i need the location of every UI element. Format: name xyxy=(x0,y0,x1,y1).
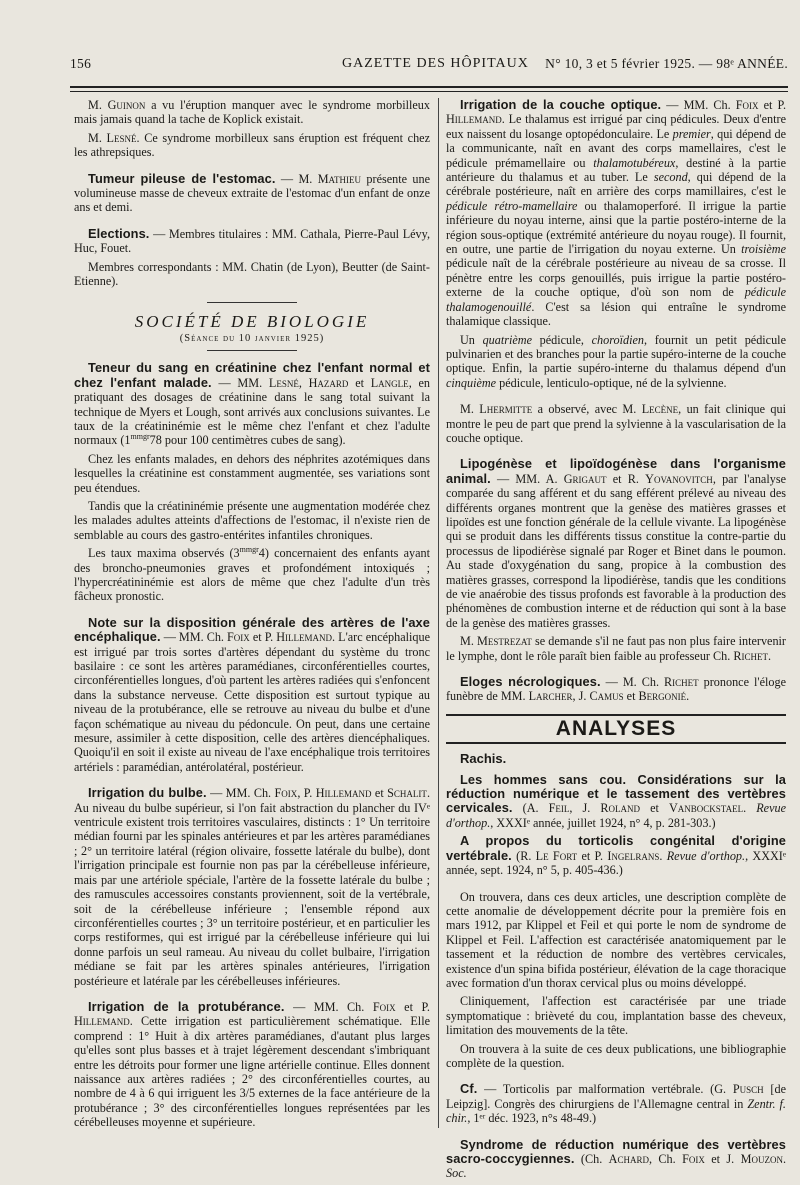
text-run: Lecène xyxy=(641,402,679,417)
text-run: . xyxy=(767,648,772,663)
text-run: Foix xyxy=(274,786,298,801)
paragraph-hommes xyxy=(446,773,786,831)
text-run: — MM. Ch. xyxy=(284,999,373,1014)
text-run: prononce l'éloge funèbre de MM. xyxy=(446,675,786,704)
paragraph-torticolis xyxy=(446,834,786,877)
heading-bulbe: Irrigation du bulbe. xyxy=(88,785,207,801)
text-run: — Membres titulaires : MM. Cathala, Pierre-Paul Lévy, Huc, Fouet. xyxy=(74,226,430,256)
section-rule-below xyxy=(207,350,297,351)
text-run: M. xyxy=(460,402,480,417)
paragraph-optique-2 xyxy=(446,333,786,391)
text-run: Le Fort xyxy=(535,848,578,863)
column-separator xyxy=(438,98,439,1128)
text-run: choroïdien xyxy=(591,332,644,347)
text-run: Foix xyxy=(372,999,396,1014)
heading-lipogenese: Lipogénèse et lipoïdogénèse dans l'organisme animal. xyxy=(446,456,786,486)
text-run: et xyxy=(371,786,388,801)
text-run: , qui dépend de la cérébrale postérieure, naît en arrière des corps mamillaires, c'est le xyxy=(446,170,786,199)
text-run: — MM. A. xyxy=(490,471,564,486)
text-run: quatrième xyxy=(482,332,532,347)
text-run: , J. xyxy=(569,801,601,816)
text-run: second xyxy=(653,170,688,185)
text-run: Richet xyxy=(664,675,699,690)
text-run: — M. xyxy=(275,171,318,186)
text-run: Mouzon xyxy=(740,1152,783,1166)
text-run: , destiné à la partie antérieure du thalamus et au tuber. Le xyxy=(446,155,786,185)
text-run: et R. xyxy=(606,471,646,486)
text-run: — MM. xyxy=(211,375,269,390)
text-run: et xyxy=(640,801,669,816)
text-run: et xyxy=(348,375,371,390)
text-run: — MM. Ch. xyxy=(206,786,275,801)
text-run: Hillemand xyxy=(74,1014,130,1029)
text-run: — MM. Ch. xyxy=(160,630,228,645)
text-run: Yovanovitch xyxy=(645,471,713,486)
text-run: ou thalamoperforé. Il irrigue la partie inférieure du noyau interne, ainsi que la partie postéro-interne de la région sous-optique (extrémité antérieure du noyau rouge). Il fournit, en outre, une partie de l'irrigation du noyau externe. Un xyxy=(446,198,786,257)
text-run: Hillemand xyxy=(315,786,372,801)
paragraph-cf xyxy=(446,1082,786,1125)
text-run: 78 pour 100 centimètres cubes de sang). xyxy=(149,433,346,448)
text-run: mmgr xyxy=(239,545,259,555)
text-run: M. xyxy=(88,98,108,112)
header-rule-thin xyxy=(70,91,788,92)
text-run: Vanbockstael xyxy=(669,801,744,816)
paragraph-note xyxy=(74,616,430,774)
text-run: 4) concernaient des enfants ayant des broncho-pneumonies graves et profondément intoxiqués ; l'hypercréatininémie est alors de même que chez l'adulte d'un très fâcheux pronostic. xyxy=(74,546,430,604)
text-run: cinquième xyxy=(446,375,497,390)
text-run: Revue d'orthop. xyxy=(446,801,786,830)
text-run: Les taux maxima observés (3 xyxy=(88,546,240,561)
text-run: pédicule, lenticulo-optique, né de la sylvienne. xyxy=(496,375,727,390)
section-title-societe: SOCIÉTÉ DE BIOLOGIE xyxy=(134,312,370,332)
journal-title: GAZETTE DES HÔPITAUX xyxy=(342,56,529,71)
text-run: M. xyxy=(460,634,478,649)
text-run: Richet xyxy=(733,648,768,663)
heading-note: Note sur la disposition générale des artères de l'axe encéphalique. xyxy=(74,614,430,645)
heading-optique: Irrigation de la couche optique. xyxy=(460,97,662,112)
paragraph-teneur-4 xyxy=(74,546,430,604)
text-run: . C'est sa lésion qui entraîne le syndrome thalamique classique. xyxy=(446,299,786,329)
text-run: Schalit xyxy=(387,786,427,801)
paragraph-bibliographie: On trouvera à la suite de ces deux publications, une bibliographie complète de la question. xyxy=(446,1041,786,1070)
text-run: premier xyxy=(672,126,711,141)
text-run: , J. xyxy=(572,689,590,704)
left-column xyxy=(74,98,430,1134)
text-run: et P. xyxy=(395,999,430,1014)
paragraph-teneur xyxy=(74,361,430,447)
text-run: — M. Ch. xyxy=(600,675,665,690)
paragraph-bulbe xyxy=(74,786,430,988)
paragraph-teneur-3: Tandis que la créatininémie présente une augmentation modérée chez les malades adultes atteints d'affections de l'estomac, il n'existe rien de semblable au cours des gastro-entérites infantiles chroniques. xyxy=(74,498,430,542)
text-run: , 1ᵉʳ déc. 1923, n°s 48-49.) xyxy=(467,1111,597,1126)
text-run: se demande s'il ne faut pas non plus faire intervenir le lymphe, dont le rôle paraît bien faible au professeur Ch. xyxy=(446,634,786,663)
text-run: , par l'analyse comparée du sang afférent et du sang efférent prélevé au niveau des différents organes montrent que la genèse des matières grasses et lipoïdes est une fonction générale de la cellule vivante. La lipogénèse qui se produit dans les différents tissus constitue la contre-partie du processus de lipodiérèse signalé par Roger et Binet dans le poumon. Au stade d'oxygénation du sang, propice à la combustion des matières grasses, correspond la lipodiérèse, tandis que les conditions de vie anaérobie des tissus profonds est favorable à la production des phénomènes de combustion interne et de réduction qui sont à la base de la genèse des matières grasses. xyxy=(446,471,786,630)
text-run: Lesné xyxy=(106,130,137,145)
text-run: Lhermitte xyxy=(479,402,533,417)
paragraph-guinon xyxy=(74,98,430,127)
text-run: Mathieu xyxy=(317,171,362,186)
paragraph-protuberance xyxy=(74,1000,430,1130)
text-run: Bergonié xyxy=(638,689,687,704)
paragraph-lesne xyxy=(74,131,430,160)
text-run: (Séance du xyxy=(179,332,239,344)
paragraph-mestrezat xyxy=(446,634,786,663)
text-run: Achard xyxy=(608,1152,649,1166)
heading-protuberance: Irrigation de la protubérance. xyxy=(88,998,285,1014)
text-run: et xyxy=(623,689,639,704)
text-run: Un xyxy=(460,332,483,347)
text-run: Soc. xyxy=(446,1166,467,1181)
paragraph-lhermitte xyxy=(446,402,786,445)
text-run: et P. xyxy=(577,848,608,863)
text-run: et J. xyxy=(704,1152,741,1166)
seance-date xyxy=(74,332,430,346)
text-run: Hillemand xyxy=(276,630,333,645)
text-run: , en pratiquant des dosages de créatinine dans le sang total suivant la technique de Myers et Lough, sont arrivés aux conclusions suivantes. Le taux de la créatininémie est le même chez l'enfant et chez l'adulte normaux (1 xyxy=(74,375,430,448)
text-run: . xyxy=(686,689,690,704)
text-run: a vu l'éruption manquer avec le syndrome morbilleux mais jamais quand la tache de Koplick existait. xyxy=(74,98,430,127)
text-run: Langle xyxy=(370,375,409,390)
analyses-banner xyxy=(446,714,786,744)
right-column xyxy=(446,98,786,1185)
text-run: Larcher xyxy=(528,689,573,704)
text-run: Guinon xyxy=(107,98,146,112)
text-run: . xyxy=(782,1152,786,1166)
heading-cf: Cf. xyxy=(460,1081,478,1097)
heading-syndrome: Syndrome de réduction numérique des vertèbres sacro-coccygiennes. xyxy=(446,1136,786,1166)
paragraph-trouvera: On trouvera, dans ces deux articles, une description complète de cette anomalie de développement décrite pour la première fois en mars 1912, par Klippel et Feil et qui porte le nom de syndrome de Klippel et Feil. L'affection est caractérisée anatomiquement par le tassement et la réduction de nombre des vertèbres cervicales, existence d'un spina bifida postérieur, élévation de la cage thoracique avec formation d'un thorax cervical plus ou moins développé. xyxy=(446,889,786,990)
text-run: (R. xyxy=(511,848,536,863)
spacer xyxy=(446,394,786,402)
text-run: M. xyxy=(88,130,107,145)
text-run: Pusch xyxy=(732,1082,764,1097)
heading-elections: Elections. xyxy=(88,225,150,241)
text-run: Feil xyxy=(548,801,570,816)
heading-hommes: Les hommes sans cou. Considérations sur la réduction numérique et le tassement des vertèbres cervicales. xyxy=(446,771,786,816)
section-rule xyxy=(207,302,297,303)
text-run: Ingelrans xyxy=(607,848,660,863)
running-header xyxy=(70,56,788,76)
text-run: pédicule, xyxy=(531,332,592,347)
text-run: Camus xyxy=(589,689,624,704)
text-run: , Ch. xyxy=(648,1152,683,1166)
text-run: Roland xyxy=(600,801,641,816)
issue-info: N° 10, 3 et 5 février 1925. — 98ᵉ ANNÉE. xyxy=(545,56,788,71)
heading-rachis: Rachis. xyxy=(460,751,507,767)
text-run: . Au niveau du bulbe supérieur, si l'on fait abstraction du plancher du IVᵉ ventricule existent trois territoires vasculaires, distincts : 1° Un territoire médian fourni par les spinales antérieures et par les artères paramédianes ; 2° un territoire latéral (région olivaire, fossette latérale du bulbe), dont l'irrigation principale est fournie non pas par la cérébelleuse inférieure, mais par une artériole spéciale, l'artère de la fossette latérale du bulbe ; des ramuscules accessoires constants proviennent, soit de la vertébrale, soit de la cérébelleuse inférieure ; l'ensemble répond aux circonférentielles courtes ; 3° un territoire postérieur, et en particulier les corps restiformes, qui est irrigué par la cérébelleuse inférieure qui lui donne parfois un seul rameau. Au niveau du collet bulbaire, l'irrigation médiane se fait par les artères spinales antérieures, l'irrigation postérieure et latérale par les cérébelleuses inférieures. xyxy=(74,786,430,988)
heading-eloges: Eloges nécrologiques. xyxy=(460,674,601,690)
text-run: — MM. Ch. xyxy=(661,98,736,112)
text-run: Foix xyxy=(682,1152,705,1166)
text-run: et P. xyxy=(758,98,786,112)
text-run: , fournit un petit pédicule pulvinarien et des branches pour la partie supéro-interne de la couche optique. Enfin, la partie supéro-interne du thalamus dépend d'un xyxy=(446,332,786,376)
text-run: thalamotubéreux xyxy=(593,155,676,170)
text-run: [de Leipzig]. Congrès des chirurgiens de l'Allemagne central in xyxy=(446,1082,786,1111)
text-run: troisième xyxy=(741,242,786,257)
text-run: Mestrezat xyxy=(477,634,532,649)
text-run: . xyxy=(659,848,667,863)
analyses-title: ANALYSES xyxy=(555,716,677,740)
text-run: Grigaut xyxy=(563,471,607,486)
text-run: mmgr xyxy=(130,432,150,442)
text-run: . xyxy=(743,801,757,816)
text-run: a observé, avec M. xyxy=(532,402,642,417)
text-run: — Torticolis par malformation vertébrale. (G. xyxy=(477,1082,733,1097)
text-run: pédicule naît de la cérébrale postérieure au niveau de sa crosse. Il pénètre entre les corps genouillés, puis irrigue la partie postéro-externe de la couche optique, d'où son nom de xyxy=(446,256,786,300)
heading-torticolis: A propos du torticolis congénital d'origine vertébrale. xyxy=(446,833,786,863)
paragraph-membres: Membres correspondants : MM. Chatin (de Lyon), Beutter (de Saint-Etienne). xyxy=(74,259,430,289)
text-run: , XXXIᵉ année, juillet 1924, n° 4, p. 281-303.) xyxy=(490,815,716,830)
text-run: pédicule rétro-mamellaire xyxy=(446,198,578,213)
heading-teneur: Teneur du sang en créatinine chez l'enfant normal et chez l'enfant malade. xyxy=(74,360,430,390)
text-run: Revue d'orthop. xyxy=(666,848,746,863)
paragraph-cliniquement: Cliniquement, l'affection est caractérisée par une triade symptomatique : brièveté du cou, implantation basse des cheveux, limitation des mouvements de la tête. xyxy=(446,994,786,1038)
text-run: Foix xyxy=(735,98,759,112)
text-run: , qui dépend de la communicante, naît en avant des corps mamellaires, c'est le pédicule prémamellaire ou xyxy=(446,126,786,170)
spacer xyxy=(446,882,786,890)
paragraph-teneur-2: Chez les enfants malades, en dehors des néphrites azotémiques dans lesquelles la créatinine est constamment augmentée, ses variations sont peu étendues. xyxy=(74,451,430,495)
header-rule-thick xyxy=(70,86,788,88)
paragraph-tumeur xyxy=(74,172,430,215)
text-run: Lesné, Hazard xyxy=(268,375,349,390)
text-run: Hillemand xyxy=(446,112,502,127)
text-run: Zentr. f. chir. xyxy=(446,1096,786,1126)
paragraph-optique xyxy=(446,98,786,329)
paragraph-syndrome xyxy=(446,1138,786,1181)
page-number: 156 xyxy=(70,56,92,71)
text-run: Foix xyxy=(227,630,250,645)
text-run: . L'arc encéphalique est irrigué par trois sortes d'artères dépendant du système du tronc basilaire : ce sont les artères paramédianes, circonférentielles courtes, circonférentielles longues, d'où partent les artères radiées qui s'enfoncent dans la substance nerveuse. Cette disposition est surtout typique au niveau de la protubérance, elle se retrouve au niveau du bulbe et d'une façon schématique au niveau du pédoncule. On peut, dans une certaine mesure, assimiler à cette disposition, celle des artères diencéphaliques. Quoiqu'il en soit il existe au niveau de l'axe encéphalique trois territoires artériels : paramédian, antérolatéral, postérieur. xyxy=(74,630,430,774)
text-run: . Cette irrigation est particulièrement schématique. Elle comprend : 1° Huit à dix artères paramédianes, d'autant plus larges qu'elles sont plus basses et à trajet légèrement descendant s'imbriquant entre les détroits pour former une ligne artérielle continue. Elles donnent naissance aux artères radiées ; 2° des circonférentielles courtes, au nombre de 4 à 6 qui irriguent les 3/5 externes de la face antérieure de la protubérance ; 3° des circonférentielles longues représentées par les cérébelleuses moyenne et supérieure. xyxy=(74,1014,430,1130)
paragraph-eloges xyxy=(446,675,786,704)
text-run: , P. xyxy=(297,786,316,801)
text-run: 10 janvier 1925) xyxy=(238,332,325,344)
heading-tumeur: Tumeur pileuse de l'estomac. xyxy=(88,170,276,186)
text-run: . Ce syndrome morbilleux sans éruption est fréquent chez les athrepsiques. xyxy=(74,130,430,160)
text-run: . Le thalamus est irrigué par cinq pédicules. Deux d'entre eux naissent du losange optopédonculaire. Le xyxy=(446,112,786,141)
text-run: , un fait clinique qui montre le peu de part que prend la sylvienne à la vascularisation de la couche optique. xyxy=(446,402,786,445)
paragraph-lipogenese xyxy=(446,457,786,630)
paragraph-elections xyxy=(74,227,430,256)
text-run: et P. xyxy=(249,630,277,645)
text-run: présente une volumineuse masse de cheveux extraite de l'estomac d'un enfant de onze ans et demi. xyxy=(74,171,431,215)
text-run: (Ch. xyxy=(574,1152,609,1166)
text-run: , XXXIᵉ année, sept. 1924, n° 5, p. 405-436.) xyxy=(446,848,786,878)
text-run: (A. xyxy=(512,801,549,816)
text-run: pédicule thalamogenouillé xyxy=(446,285,786,314)
